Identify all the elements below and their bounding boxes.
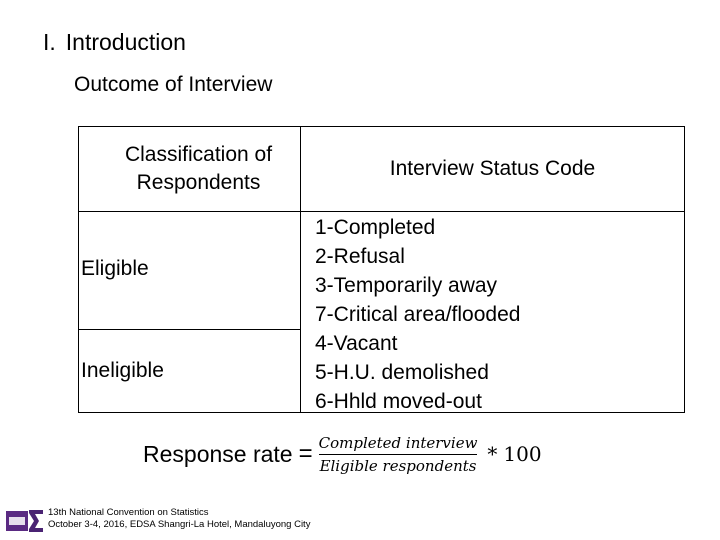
- heading-number: I.: [43, 29, 56, 55]
- fraction-bar: [319, 454, 478, 455]
- formula-label: Response rate: [143, 440, 293, 467]
- formula-operator: *: [487, 442, 498, 466]
- formula-equals: =: [298, 440, 313, 467]
- footer-text: [48, 507, 310, 531]
- category-divider: [79, 329, 300, 330]
- status-code-list: [315, 213, 520, 416]
- slide-subheading: Outcome of Interview: [74, 73, 273, 96]
- status-code-item: 2-Refusal: [315, 245, 405, 268]
- status-code-item: 1-Completed: [315, 216, 436, 239]
- formula-fraction: [319, 433, 478, 476]
- footer-event-details: October 3-4, 2016, EDSA Shangri-La Hotel, Mandaluyong City: [48, 519, 311, 530]
- response-rate-formula: [143, 430, 542, 478]
- formula-denominator: Eligible respondents: [319, 456, 477, 475]
- classification-header-line-1: Classification of: [124, 143, 273, 166]
- formula-constant: 100: [503, 442, 542, 466]
- status-code-item: 4-Vacant: [315, 332, 398, 355]
- interview-status-table: [78, 126, 685, 413]
- slide-heading: [43, 28, 186, 56]
- category-ineligible: Ineligible: [81, 359, 164, 382]
- status-code-item: 6-Hhld moved-out: [315, 390, 482, 413]
- footer-event-name: 13th National Convention on Statistics: [48, 507, 209, 518]
- formula-numerator: Completed interview: [318, 433, 478, 452]
- classification-header-line-2: Respondents: [136, 171, 261, 194]
- category-eligible: Eligible: [81, 257, 149, 280]
- classification-column: [79, 212, 301, 412]
- sigma-logo-icon: [6, 509, 44, 533]
- classification-header-cell: [79, 127, 301, 212]
- status-code-item: 3-Temporarily away: [315, 274, 498, 297]
- status-code-item: 5-H.U. demolished: [315, 361, 489, 384]
- heading-text: Introduction: [65, 29, 186, 55]
- status-code-header-cell: Interview Status Code: [301, 127, 684, 212]
- status-code-item: 7-Critical area/flooded: [315, 303, 521, 326]
- status-code-column: [301, 212, 684, 412]
